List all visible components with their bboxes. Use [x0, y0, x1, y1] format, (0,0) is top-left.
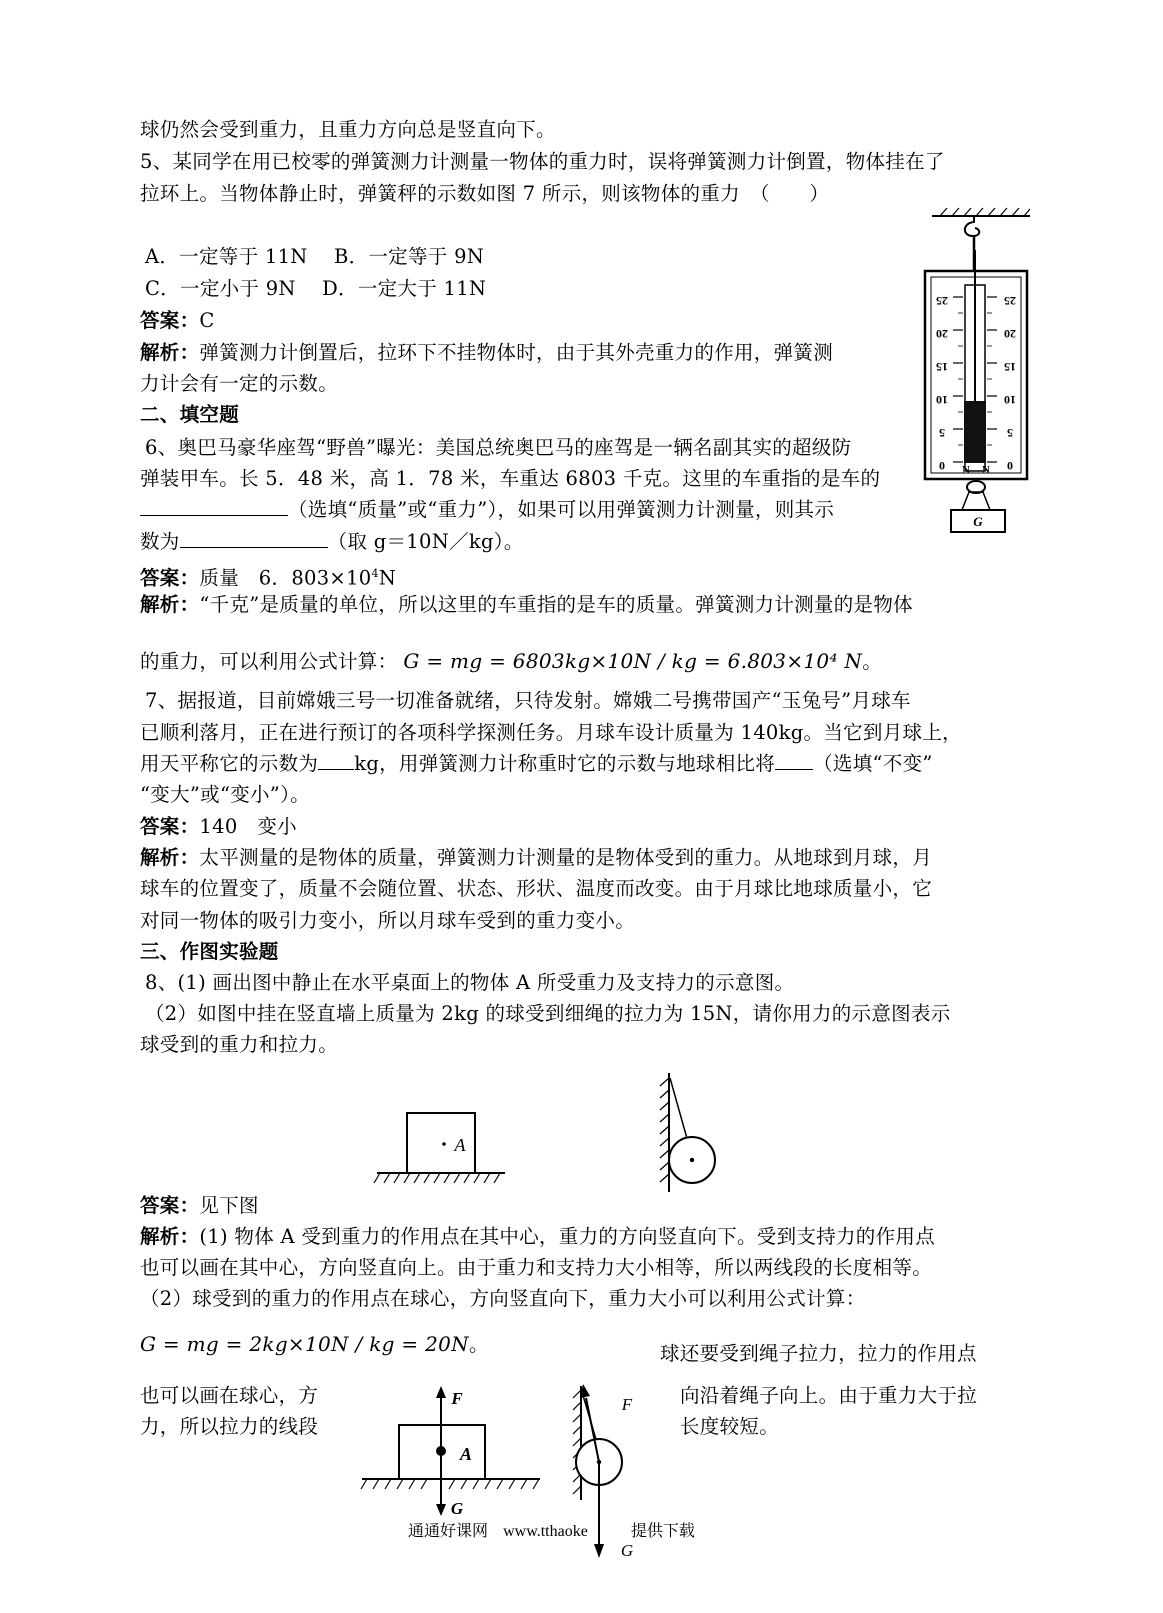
force-g-label: G: [450, 1499, 464, 1518]
question-7-explanation-2: 球车的位置变了，质量不会随位置、状态、形状、温度而改变。由于月球比地球质量小，它: [140, 877, 933, 900]
footer-site-name: 通通好课网: [408, 1521, 489, 1540]
explanation-label: 解析：: [140, 846, 200, 869]
answer-label: 答案：: [140, 309, 200, 332]
scale-tick-label: 0: [939, 459, 945, 473]
answer-exponent: 4: [371, 567, 379, 580]
answer-blank[interactable]: [318, 749, 354, 770]
explanation-text: 太平测量的是物体的质量，弹簧测力计测量的是物体受到的重力。从地球到月球，月: [199, 846, 933, 869]
explanation-label: 解析：: [140, 593, 200, 616]
explanation-label: 解析：: [140, 341, 200, 364]
question-5-answer: [140, 306, 215, 336]
question-6-line-4-pre: 数为: [140, 530, 180, 553]
scale-tick-label: 25: [936, 294, 948, 308]
question-5-line-1: 5、某同学在用已校零的弹簧测力计测量一物体的重力时，误将弹簧测力计倒置，物体挂在了: [140, 150, 945, 173]
question-7-line-2: 已顺利落月，正在进行预订的各项科学探测任务。月球车设计质量为 140kg。当它到月球上，: [140, 721, 962, 744]
explanation-text: “千克”是质量的单位，所以这里的车重指的是车的质量。弹簧测力计测量的是物体: [199, 593, 913, 616]
answer-blank[interactable]: [775, 749, 813, 770]
explanation-text: 的重力，可以利用公式计算：: [140, 650, 398, 673]
explanation-label: 解析：: [140, 1225, 200, 1248]
question-8-explanation-3: （2）球受到的重力的作用点在球心，方向竖直向下，重力大小可以利用公式计算：: [140, 1287, 866, 1310]
question-8-explanation-6-left: 力，所以拉力的线段: [140, 1415, 319, 1438]
formula: G = mg = 6803kg×10N / kg = 6.803×10⁴ N: [403, 649, 863, 673]
scale-tick-label: 5: [939, 426, 945, 440]
answer-unit: N: [378, 566, 397, 590]
block-label: A: [459, 1444, 473, 1464]
force-f-label: F: [621, 1395, 633, 1414]
question-7-answer: [140, 812, 297, 842]
scale-tick-label: 25: [1004, 294, 1016, 308]
answer-value: C: [199, 309, 215, 332]
scale-unit-label: N: [982, 464, 990, 476]
scale-tick-label: 15: [936, 360, 948, 374]
force-f-label: F: [451, 1389, 463, 1408]
question-8-answer: [140, 1191, 259, 1221]
explanation-text: (1) 物体 A 受到重力的作用点在其中心，重力的方向竖直向下。受到支持力的作用点: [199, 1225, 936, 1248]
question-7-line-4: “变大”或“变小”）。: [140, 783, 310, 806]
question-5-options-1: A．一定等于 11N B．一定等于 9N: [145, 245, 485, 268]
question-8-explanation-1: [140, 1222, 935, 1252]
scale-tick-label: 10: [1004, 393, 1016, 407]
question-6-explanation-1: [140, 590, 913, 620]
question-6-line-1: 6、奥巴马豪华座驾“野兽”曝光：美国总统奥巴马的座驾是一辆名副其实的超级防: [145, 436, 852, 459]
force-g-label: G: [620, 1541, 634, 1560]
question-6-line-2: 弹装甲车。长 5．48 米，高 1．78 米，车重达 6803 千克。这里的车重指的是车的: [140, 467, 881, 490]
block-on-table-figure: [372, 1105, 512, 1190]
formula-end: 。: [468, 1333, 489, 1356]
answer-label: 答案：: [140, 815, 200, 838]
section-2-heading: 二、填空题: [140, 403, 240, 426]
ball-on-wall-figure: [655, 1068, 735, 1198]
answer-label: 答案：: [140, 1194, 200, 1217]
scale-tick-label: 20: [936, 327, 948, 341]
spring-scale-figure: [918, 205, 1038, 535]
question-8-explanation-5-right: 向沿着绳子向上。由于重力大于拉: [680, 1384, 978, 1407]
question-8-explanation-2: 也可以画在其中心，方向竖直向上。由于重力和支持力大小相等，所以两线段的长度相等。: [140, 1256, 933, 1279]
question-6-line-4-post: （取 g＝10N／kg）。: [327, 530, 524, 553]
footer-url[interactable]: www.tthaoke: [503, 1523, 588, 1540]
question-8-explanation-4: 球还要受到绳子拉力，拉力的作用点: [660, 1342, 977, 1365]
question-7-explanation-3: 对同一物体的吸引力变小，所以月球车受到的重力变小。: [140, 909, 636, 932]
answer-value: 质量 6．803×10: [199, 566, 372, 590]
question-8-formula-line: [140, 1329, 489, 1360]
answer-blank[interactable]: [140, 495, 288, 516]
question-7-explanation-1: [140, 843, 932, 873]
explanation-text: 弹簧测力计倒置后，拉环下不挂物体时，由于其外壳重力的作用，弹簧测: [199, 341, 834, 364]
question-7-text: （选填“不变”: [813, 752, 933, 775]
scale-tick-label: 10: [936, 393, 948, 407]
question-8-explanation-5-left: 也可以画在球心，方: [140, 1384, 319, 1407]
footer-download-text: 提供下载: [630, 1521, 695, 1540]
question-8-line-1: 8、(1) 画出图中静止在水平桌面上的物体 A 所受重力及支持力的示意图。: [145, 971, 795, 994]
question-5-line-2: 拉环上。当物体静止时，弹簧秤的示数如图 7 所示，则该物体的重力 （ ）: [140, 182, 830, 205]
question-5-explanation-1: [140, 338, 833, 368]
question-7-line-1: 7、据报道，目前嫦娥三号一切准备就绪，只待发射。嫦娥二号携带国产“玉兔号”月球车: [145, 689, 911, 712]
footer: [408, 1518, 695, 1541]
question-7-text: 用天平称它的示数为: [140, 752, 319, 775]
block-forces-figure: [357, 1382, 547, 1522]
answer-value: 见下图: [199, 1194, 259, 1217]
scale-tick-label: 5: [1007, 426, 1013, 440]
scale-tick-label: 0: [1007, 459, 1013, 473]
section-3-heading: 三、作图实验题: [140, 940, 279, 963]
scale-tick-label: 20: [1004, 327, 1016, 341]
question-5-options-2: C．一定小于 9N D．一定大于 11N: [145, 277, 487, 300]
text-line: 球仍然会受到重力，且重力方向总是竖直向下。: [140, 118, 556, 141]
scale-tick-label: 15: [1004, 360, 1016, 374]
block-label: A: [454, 1135, 466, 1155]
question-8-line-3: 球受到的重力和拉力。: [140, 1033, 339, 1056]
answer-blank[interactable]: [180, 527, 328, 548]
question-6-line-3: [140, 495, 834, 525]
question-5-explanation-2: 力计会有一定的示数。: [140, 372, 339, 395]
weight-label: G: [973, 514, 983, 529]
question-8-line-2: （2）如图中挂在竖直墙上质量为 2kg 的球受到细绳的拉力为 15N，请你用力的示意图表示: [145, 1002, 951, 1025]
formula: G = mg = 2kg×10N / kg = 20N: [140, 1332, 469, 1356]
answer-label: 答案：: [140, 566, 200, 590]
question-6-line-3-text: （选填“质量”或“重力”），如果可以用弹簧测力计测量，则其示: [288, 498, 835, 521]
question-8-explanation-6-right: 长度较短。: [680, 1415, 780, 1438]
question-6-line-4: [140, 527, 524, 557]
question-7-text: kg，用弹簧测力计称重时它的示数与地球相比将: [354, 752, 776, 775]
question-6-explanation-2: [140, 646, 882, 677]
formula-end: 。: [862, 650, 883, 673]
question-6-answer: [140, 559, 396, 594]
question-7-line-3: [140, 749, 933, 779]
scale-unit-label: N: [962, 464, 970, 476]
answer-value: 140 变小: [199, 815, 297, 838]
